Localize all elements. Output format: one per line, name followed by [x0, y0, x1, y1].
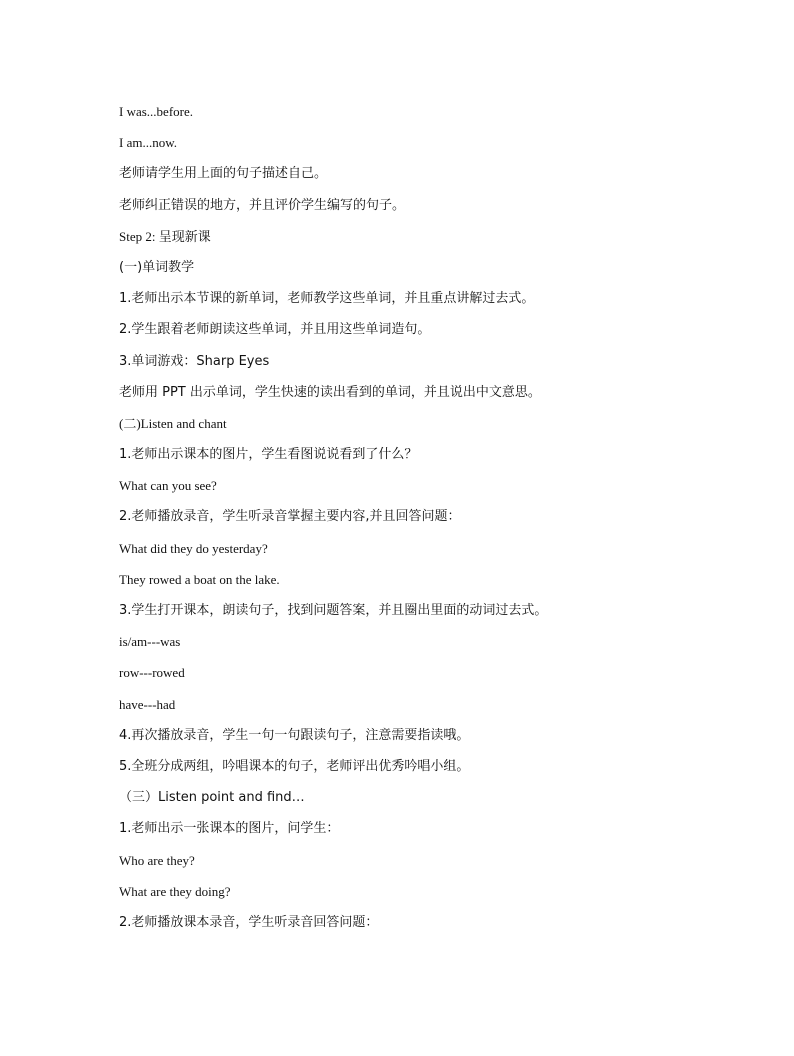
text-line: What can you see?	[119, 478, 217, 494]
text-line: 老师用 PPT 出示单词，学生快速的读出看到的单词，并且说出中文意思。	[119, 384, 541, 400]
document-body	[119, 102, 699, 944]
subsection-heading: (二)Listen and chant	[119, 415, 227, 431]
text-line: Who are they?	[119, 852, 195, 868]
text-line: 4.再次播放录音，学生一句一句跟读句子，注意需要指读哦。	[119, 727, 470, 743]
text-line: 1.老师出示一张课本的图片，问学生：	[119, 821, 340, 837]
subsection-heading: （三）Listen point and find…	[119, 790, 305, 806]
text-line: 老师请学生用上面的句子描述自己。	[119, 166, 328, 182]
text-line: 5.全班分成两组，吟唱课本的句子，老师评出优秀吟唱小组。	[119, 758, 470, 774]
text-line: 1.老师出示本节课的新单词，老师教学这些单词，并且重点讲解过去式。	[119, 291, 535, 307]
text-line: I am...now.	[119, 135, 178, 151]
text-line: What are they doing?	[119, 883, 231, 899]
section-heading: Step 2: 呈现新课	[119, 228, 211, 244]
text-line: 老师纠正错误的地方，并且评价学生编写的句子。	[119, 197, 406, 213]
text-line: 3.单词游戏：Sharp Eyes	[119, 353, 270, 369]
text-line: row---rowed	[119, 665, 185, 681]
text-line: 2.学生跟着老师朗读这些单词，并且用这些单词造句。	[119, 322, 431, 338]
subsection-heading: (一)单词教学	[119, 259, 195, 275]
text-line: 1.老师出示课本的图片，学生看图说说看到了什么？	[119, 447, 418, 463]
text-line: have---had	[119, 696, 176, 712]
text-line: is/am---was	[119, 634, 181, 650]
text-line: 3.学生打开课本，朗读句子，找到问题答案，并且圈出里面的动词过去式。	[119, 603, 548, 618]
text-line: They rowed a boat on the lake.	[119, 571, 280, 587]
text-line: 2.老师播放录音，学生听录音掌握主要内容,并且回答问题：	[119, 509, 461, 525]
text-line: What did they do yesterday?	[119, 540, 268, 556]
text-line: I was...before.	[119, 104, 193, 119]
text-line: 2.老师播放课本录音，学生听录音回答问题：	[119, 914, 379, 930]
